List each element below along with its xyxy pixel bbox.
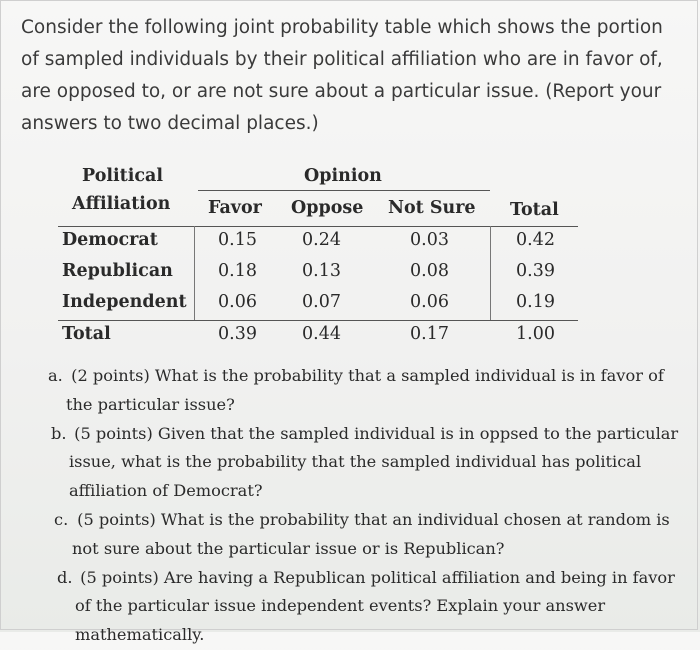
- opinion-group-header: Opinion: [304, 166, 382, 186]
- cell-independent-not-sure: 0.06: [410, 292, 449, 312]
- joint-probability-table: [58, 158, 598, 358]
- question-b-label: b.: [51, 423, 67, 443]
- opinion-underline: [198, 190, 490, 191]
- question-a: [48, 362, 688, 420]
- row-header-affiliation: Affiliation: [72, 194, 171, 214]
- row-label-democrat: Democrat: [62, 230, 158, 250]
- col-header-total: Total: [510, 200, 559, 220]
- cell-republican-not-sure: 0.08: [410, 261, 449, 281]
- col-header-not-sure: Not Sure: [388, 198, 476, 218]
- total-rule: [58, 320, 578, 321]
- row-label-total: Total: [62, 324, 111, 344]
- row-label-independent: Independent: [62, 292, 187, 312]
- question-c-label: c.: [54, 509, 69, 529]
- question-d-text: (5 points) Are having a Republican political affiliation and being in favor of the particular issue independent events? Explain your answer mathematically.: [75, 567, 675, 645]
- problem-intro: Consider the following joint probability table which shows the portion of sampled individuals by their political affiliation who are in favor of, are opposed to, or are not sure about a particular issue. (Report your answers to two decimal places.): [21, 17, 663, 134]
- question-d: [57, 564, 688, 650]
- cell-democrat-oppose: 0.24: [302, 230, 341, 250]
- header-rule: [58, 226, 578, 227]
- cell-democrat-total: 0.42: [516, 230, 555, 250]
- cell-independent-oppose: 0.07: [302, 292, 341, 312]
- cell-republican-total: 0.39: [516, 261, 555, 281]
- cell-democrat-not-sure: 0.03: [410, 230, 449, 250]
- cell-democrat-favor: 0.15: [218, 230, 257, 250]
- cell-total-total: 1.00: [516, 324, 555, 344]
- col-header-oppose: Oppose: [291, 198, 364, 218]
- total-column-divider: [490, 226, 491, 320]
- col-header-favor: Favor: [208, 198, 262, 218]
- label-column-divider: [194, 226, 195, 320]
- cell-total-not-sure: 0.17: [410, 324, 449, 344]
- row-label-republican: Republican: [62, 261, 173, 281]
- question-b: [51, 420, 688, 506]
- cell-total-oppose: 0.44: [302, 324, 341, 344]
- question-c: [54, 506, 688, 564]
- row-header-political: Political: [82, 166, 164, 186]
- cell-republican-favor: 0.18: [218, 261, 257, 281]
- question-a-text: (2 points) What is the probability that a sampled individual is in favor of the particular issue?: [66, 366, 664, 414]
- questions-list: [48, 362, 688, 650]
- cell-independent-total: 0.19: [516, 292, 555, 312]
- question-b-text: (5 points) Given that the sampled individual is in oppsed to the particular issue, what is the probability that the sampled individual has political affiliation of Democrat?: [69, 423, 679, 501]
- cell-total-favor: 0.39: [218, 324, 257, 344]
- question-d-label: d.: [57, 567, 73, 587]
- question-c-text: (5 points) What is the probability that an individual chosen at random is not sure about the particular issue or is Republican?: [72, 509, 670, 558]
- cell-independent-favor: 0.06: [218, 292, 257, 312]
- question-a-label: a.: [48, 366, 63, 385]
- cell-republican-oppose: 0.13: [302, 261, 341, 281]
